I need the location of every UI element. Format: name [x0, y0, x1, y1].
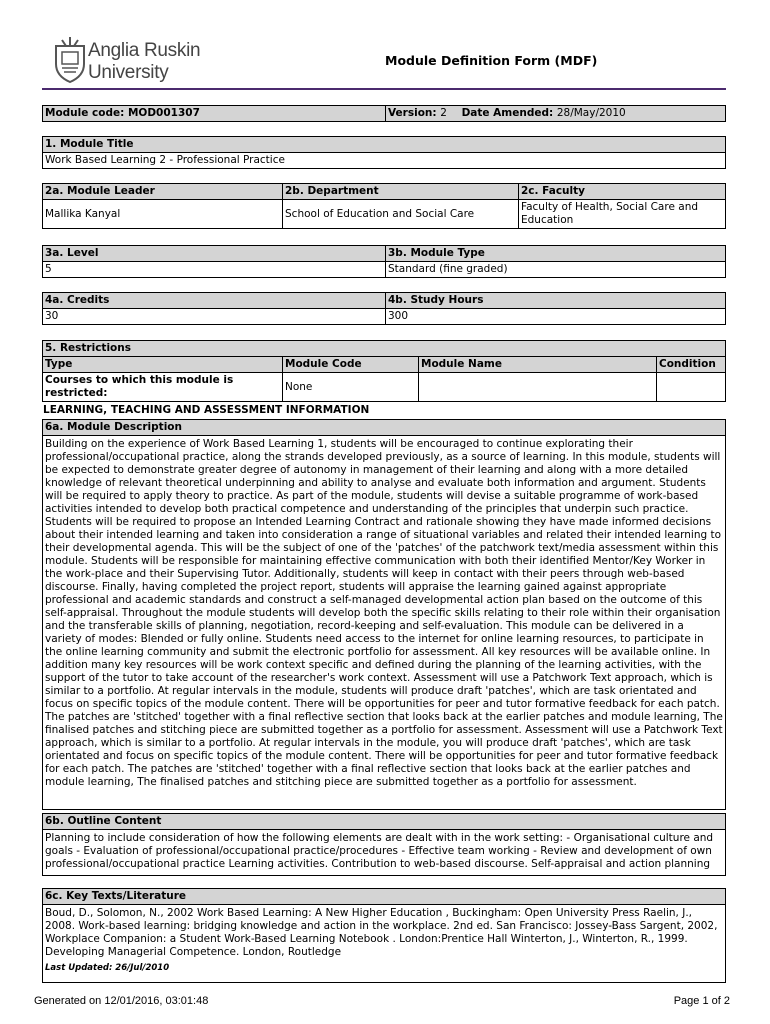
restrictions-table	[42, 340, 726, 402]
restriction-type-header: Type	[43, 357, 283, 373]
restriction-name-value	[419, 373, 657, 402]
key-texts-label: 6c. Key Texts/Literature	[43, 889, 726, 905]
module-name-header: Module Name	[419, 357, 657, 373]
restriction-condition-value	[657, 373, 726, 402]
study-hours-label: 4b. Study Hours	[386, 293, 726, 309]
logo-text-2: University	[88, 62, 169, 83]
key-texts-table	[42, 888, 726, 983]
module-code-cell: Module code: MOD001307	[43, 106, 386, 122]
restriction-code-value: None	[283, 373, 419, 402]
faculty-value: Faculty of Health, Social Care and Education	[519, 200, 726, 229]
module-title-label: 1. Module Title	[43, 137, 726, 153]
restriction-type-value: Courses to which this module is restricted:	[43, 373, 283, 402]
key-texts-text: Boud, D., Solomon, N., 2002 Work Based Learning: A New Higher Education , Buckingham: Open University Press Raelin, J., 2008. Work-based learning: bridging knowledge and action in the workplace. 2nd ed. San Francisco: Jossey-Bass Sargent, 2002, Workplace Companion: a Student Work-Based Learning Notebook . London:Prentice Hall Winterton, J., Winterton, R., 1999. Developing Managerial Competence. London, Routledge	[45, 907, 718, 958]
restrictions-label: 5. Restrictions	[43, 341, 726, 357]
header-divider	[42, 88, 726, 90]
department-label: 2b. Department	[283, 184, 519, 200]
study-hours-value: 300	[386, 309, 726, 325]
faculty-label: 2c. Faculty	[519, 184, 726, 200]
module-code-header: Module Code	[283, 357, 419, 373]
level-label: 3a. Level	[43, 246, 386, 262]
outline-table	[42, 813, 726, 876]
credits-label: 4a. Credits	[43, 293, 386, 309]
module-leader-table	[42, 183, 726, 229]
module-type-value: Standard (fine graded)	[386, 262, 726, 278]
generated-timestamp: Generated on 12/01/2016, 03:01:48	[34, 995, 209, 1007]
university-crest-icon	[50, 36, 90, 84]
description-label: 6a. Module Description	[43, 420, 726, 436]
logo-text: Anglia Ruskin	[88, 40, 201, 61]
module-code-table	[42, 105, 726, 122]
ltai-heading: LEARNING, TEACHING AND ASSESSMENT INFORMATION	[43, 404, 370, 416]
credits-value: 30	[43, 309, 386, 325]
module-type-label: 3b. Module Type	[386, 246, 726, 262]
level-value: 5	[43, 262, 386, 278]
module-title-table	[42, 136, 726, 169]
level-table	[42, 245, 726, 278]
key-texts-cell	[43, 905, 726, 983]
version-cell: Version: 2 Date Amended: 28/May/2010	[386, 106, 726, 122]
page-number: Page 1 of 2	[673, 995, 730, 1007]
credits-table	[42, 292, 726, 325]
outline-label: 6b. Outline Content	[43, 814, 726, 830]
last-updated: Last Updated: 26/Jul/2010	[45, 963, 170, 973]
module-leader-value: Mallika Kanyal	[43, 200, 283, 229]
department-value: School of Education and Social Care	[283, 200, 519, 229]
form-title: Module Definition Form (MDF)	[385, 53, 598, 68]
condition-header: Condition	[657, 357, 726, 373]
outline-text: Planning to include consideration of how the following elements are dealt with in the work setting: - Organisational culture and goals - Evaluation of professional/occupational practice/procedures - Effective team working - Review and development of own professional/occupational practice Learning activities. Contribution to web-based discourse. Self-appraisal and action planning	[43, 830, 726, 876]
description-table	[42, 419, 726, 810]
module-leader-label: 2a. Module Leader	[43, 184, 283, 200]
description-text: Building on the experience of Work Based Learning 1, students will be encouraged to continue explorating their professional/occupational practice, along the strands developed previously, as a source of learning. In this module, students will be expected to demonstrate greater degree of autonomy in management of their learning and along with a more detailed knowledge of relevant theoretical underpinning and ability to analyse and evaluate both information and argument. Students will be required to apply theory to practice. As part of the module, students will devise a suitable programme of work-based activities intended to develop both practical competence and understanding of the principles that underpin such practice. Students will be required to propose an Intended Learning Contract and rationale showing they have made informed decisions about their intended learning and taken into consideration a range of situational variables and related their intended learning to their developmental agenda. This will be the subject of one of the 'patches' of the patchwork text/media assessment within this module. Students will be responsible for maintaining effective communication with both their identified Mentor/Key Worker in the work-place and their Supervising Tutor. Additionally, students will keep in contact with their peers through web-based discourse. Finally, having completed the project report, students will appraise the learning gained against appropriate professional and academic standards and construct a self-managed developmental action plan based on the outcome of this self-appraisal. Throughout the module students will develop both the specific skills relating to their role within their organisation and the transferable skills of planning, negotiation, record-keeping and self-evaluation. This module can be delivered in a variety of modes: Blended or fully online. Students need access to the internet for online learning resources, to participate in the online learning community and submit the electronic portfolio for assessment. All key resources will be available online. In addition many key resources will be work context specific and defined during the planning of the learning activities, with the support of the tutor to take account of the researcher's work context. Assessment will use a Patchwork Text approach, which is similar to a portfolio. At regular intervals in the module, students will produce draft 'patches', which are task orientated and focus on specific topics of the module content. There will be opportunities for peer and tutor formative feedback for each patch. The patches are 'stitched' together with a final reflective section that looks back at the earlier patches and module learning, The finalised patches and stitching piece are submitted together as a portfolio for assessment. Assessment will use a Patchwork Text approach, which is similar to a portfolio. At regular intervals in the module, you will produce draft 'patches', which are task orientated and focus on specific topics of the module content. There will be opportunities for peer and tutor formative feedback for each patch. The patches are 'stitched' together with a final reflective section that looks back at the earlier patches and module learning, The finalised patches and stitching piece are submitted together as a portfolio for assessment.	[43, 436, 726, 810]
module-title-value: Work Based Learning 2 - Professional Practice	[43, 153, 726, 169]
